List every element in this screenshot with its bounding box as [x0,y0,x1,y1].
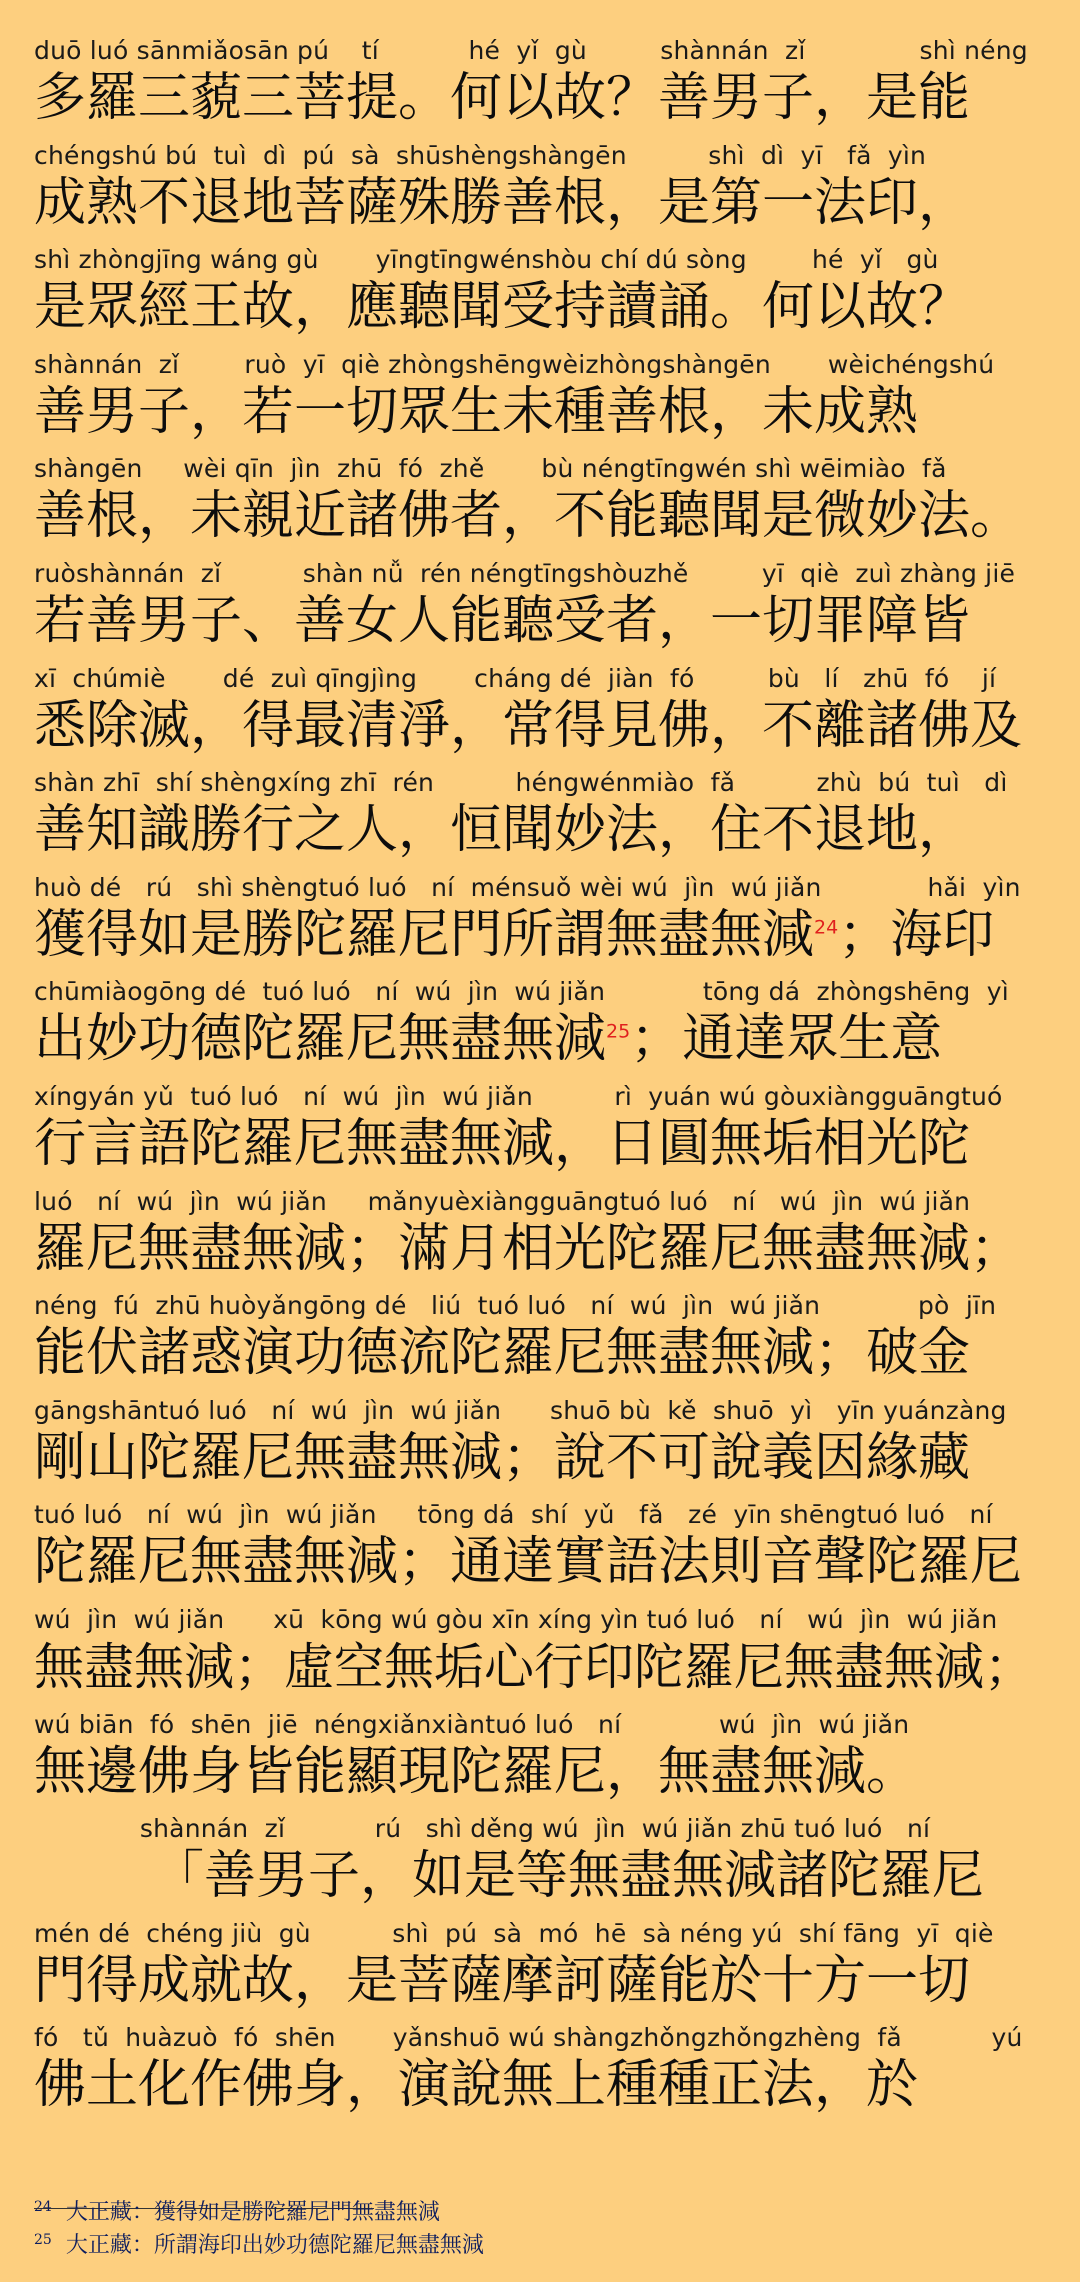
footnote-entry [34,2196,1034,2229]
footnote-marker[interactable]: 24 [814,916,839,939]
text-line [34,454,1046,559]
text-body [34,36,1046,2128]
chinese-text-main: 是眾經王故，應聽聞受持讀誦。何以故？ [34,277,971,338]
chinese-text-main: 無邊佛身皆能顯現陀羅尼，無盡無減。 [34,1741,919,1802]
chinese-text [34,1741,1046,1803]
chinese-text-tail: ；海印 [838,904,995,965]
chinese-text-main: 善根，未親近諸佛者，不能聽聞是微妙法。 [34,486,1023,547]
chinese-text [34,1218,1046,1280]
pinyin-annotation: chūmiàogōng dé tuó luó ní wú jìn wú jiǎn tōng dá zhòngshēng yì [34,977,1009,1007]
text-line [34,350,1046,455]
chinese-text [34,276,1046,338]
text-line [34,1396,1046,1501]
pinyin-annotation: shànnán zǐ rú shì děng wú jìn wú jiǎn zhū tuó luó ní [34,1814,931,1844]
chinese-text-main: 能伏諸惑演功德流陀羅尼無盡無減；破金 [34,1323,971,1384]
chinese-text-main: 羅尼無盡無減；滿月相光陀羅尼無盡無減； [34,1218,1023,1279]
text-line [34,664,1046,769]
chinese-text-main: 成熟不退地菩薩殊勝善根，是第一法印， [34,172,971,233]
chinese-text-main: 獲得如是勝陀羅尼門所謂無盡無減 [34,904,815,965]
text-line [34,1500,1046,1605]
footnote-text: 大正藏：所謂海印出妙功德陀羅尼無盡無減 [65,2233,484,2258]
chinese-text [34,1531,1046,1593]
text-line [34,1605,1046,1710]
pinyin-annotation: wú biān fó shēn jiē néngxiǎnxiàntuó luó ní wú jìn wú jiǎn [34,1709,910,1739]
chinese-text-main: 佛土化作佛身，演說無上種種正法，於 [34,2055,919,2116]
pinyin-annotation: chéngshú bú tuì dì pú sà shūshèngshàngēn shì dì yī fǎ yìn [34,140,927,170]
chinese-text [34,1113,1046,1175]
text-line [34,245,1046,350]
chinese-text-main: 善男子，若一切眾生未種善根，未成熟 [34,381,919,442]
text-line [34,1187,1046,1292]
pinyin-annotation: shì zhòngjīng wáng gù yīngtīngwénshòu chí dú sòng hé yǐ gù [34,245,939,275]
chinese-text-main: 多羅三藐三菩提。何以故？善男子，是能 [34,68,971,128]
chinese-text [34,590,1046,652]
chinese-text [34,1322,1046,1384]
text-line [34,36,1046,141]
footnote-entry [34,2229,1034,2262]
chinese-text [34,2054,1046,2116]
chinese-text-main: 行言語陀羅尼無盡無減，日圓無垢相光陀 [34,1113,971,1174]
chinese-text [34,381,1046,443]
text-line [34,873,1046,978]
footnotes [34,2196,1034,2262]
pinyin-annotation: xíngyán yǔ tuó luó ní wú jìn wú jiǎn rì yuán wú gòuxiàngguāngtuó [34,1081,1003,1111]
text-line [34,1710,1046,1815]
footnote-marker[interactable]: 25 [606,1021,631,1044]
chinese-text [34,1950,1046,2012]
text-line [34,977,1046,1082]
pinyin-annotation: huò dé rú shì shèngtuó luó ní ménsuǒ wèi wú jìn wú jiǎn hǎi yìn [34,872,1021,902]
chinese-text-main: 出妙功德陀羅尼無盡無減 [34,1009,607,1070]
chinese-text [34,1845,1046,1907]
text-line [34,559,1046,664]
chinese-text-main: 剛山陀羅尼無盡無減；說不可說義因緣藏 [34,1427,971,1488]
pinyin-annotation: néng fú zhū huòyǎngōng dé liú tuó luó ní wú jìn wú jiǎn pò jīn [34,1291,997,1321]
chinese-text [34,1008,1046,1070]
text-line [34,1919,1046,2024]
pinyin-annotation: mén dé chéng jiù gù shì pú sà mó hē sà néng yú shí fāng yī qiè [34,1918,994,1948]
chinese-text-tail: ；通達眾生意 [630,1009,943,1070]
chinese-text-main: 陀羅尼無盡無減；通達實語法則音聲陀羅尼 [34,1532,1023,1593]
text-line [34,1082,1046,1187]
chinese-text [34,1636,1046,1698]
chinese-text-main: 若善男子、善女人能聽受者，一切罪障皆 [34,590,971,651]
pinyin-annotation: ruòshànnán zǐ shàn nǚ rén néngtīngshòuzhě yī qiè zuì zhàng jiē [34,558,1016,588]
footnote-number: 25 [34,2231,52,2248]
pinyin-annotation: shàn zhī shí shèngxíng zhī rén héngwénmiào fǎ zhù bú tuì dì [34,768,1008,798]
pinyin-annotation: duō luó sānmiǎosān pú tí hé yǐ gù shànnán zǐ shì néng [34,36,1028,65]
pinyin-annotation: gāngshāntuó luó ní wú jìn wú jiǎn shuō bù kě shuō yì yīn yuánzàng [34,1395,1007,1425]
pinyin-annotation: fó tǔ huàzuò fó shēn yǎnshuō wú shàngzhǒngzhǒngzhèng fǎ yú [34,2023,1023,2053]
footnote-text: 大正藏：獲得如是勝陀羅尼門無盡無減 [65,2200,440,2225]
chinese-text-main: 「善男子，如是等無盡無減諸陀羅尼 [152,1846,985,1907]
pinyin-annotation: tuó luó ní wú jìn wú jiǎn tōng dá shí yǔ fǎ zé yīn shēngtuó luó ní [34,1500,993,1530]
chinese-text [34,799,1046,861]
pinyin-annotation: xī chúmiè dé zuì qīngjìng cháng dé jiàn fó bù lí zhū fó jí [34,663,997,693]
chinese-text [34,695,1046,757]
text-line [34,1291,1046,1396]
footnote-number: 24 [34,2198,52,2215]
chinese-text [34,67,1046,129]
text-line [34,768,1046,873]
chinese-text [34,485,1046,547]
pinyin-annotation: luó ní wú jìn wú jiǎn mǎnyuèxiàngguāngtuó luó ní wú jìn wú jiǎn [34,1186,971,1216]
text-line [34,1814,1046,1919]
chinese-text [34,904,1046,966]
text-line [34,141,1046,246]
chinese-text-main: 門得成就故，是菩薩摩訶薩能於十方一切 [34,1950,971,2011]
chinese-text [34,172,1046,234]
text-line [34,2023,1046,2128]
pinyin-annotation: wú jìn wú jiǎn xū kōng wú gòu xīn xíng yìn tuó luó ní wú jìn wú jiǎn [34,1604,998,1634]
chinese-text-main: 善知識勝行之人，恒聞妙法，住不退地， [34,800,971,861]
chinese-text-main: 無盡無減；虛空無垢心行印陀羅尼無盡無減； [34,1637,1034,1696]
chinese-text [34,1427,1046,1489]
pinyin-annotation: shànnán zǐ ruò yī qiè zhòngshēngwèizhòngshàngēn wèichéngshú [34,349,995,379]
chinese-text-main: 悉除滅，得最清淨，常得見佛，不離諸佛及 [34,695,1023,756]
pinyin-annotation: shàngēn wèi qīn jìn zhū fó zhě bù néngtīngwén shì wēimiào fǎ [34,454,947,484]
